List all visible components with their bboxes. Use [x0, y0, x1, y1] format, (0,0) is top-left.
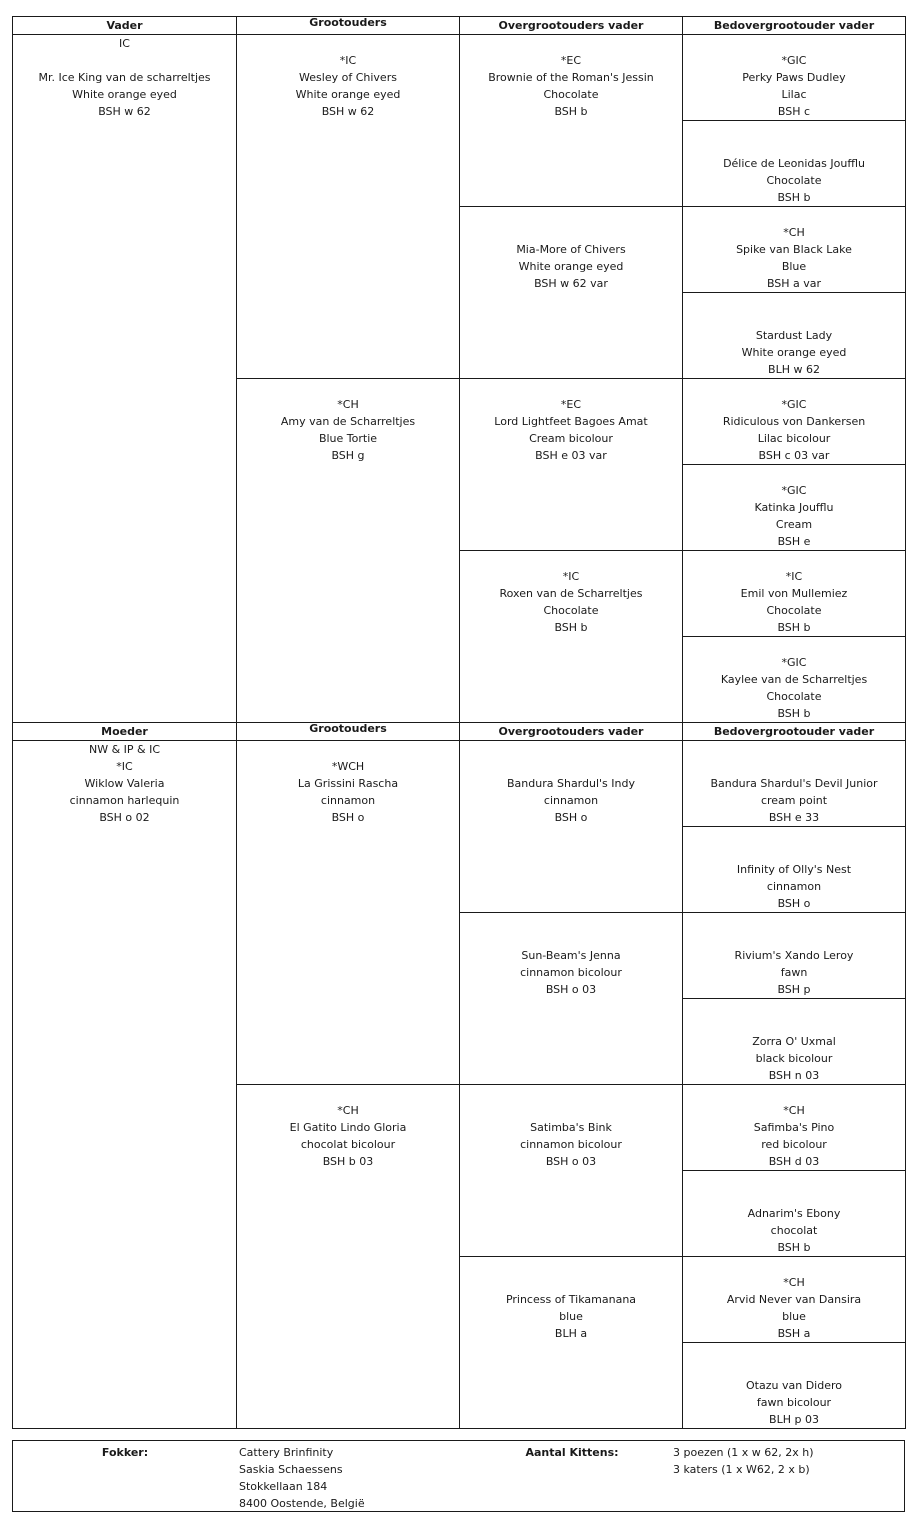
great-grandparent-color: Chocolate [543, 88, 599, 101]
ggp-color: Lilac [781, 88, 807, 101]
grandparent-code: BSH b 03 [322, 1155, 374, 1168]
grandparent-cell [237, 379, 460, 723]
ggp-name: Zorra O' Uxmal [752, 1035, 836, 1048]
ggp-color: Blue [781, 260, 807, 273]
great-grandparent-name: Bandura Shardul's Indy [507, 777, 635, 790]
great-grandparent-code: BLH a [554, 1327, 588, 1340]
ggp-color: cream point [760, 794, 828, 807]
great-great-grandparent-cell [683, 379, 906, 465]
great-great-grandparent-cell [683, 1085, 906, 1171]
great-grandparent-color: cinnamon bicolour [520, 1138, 622, 1151]
breeder-details [239, 1444, 365, 1512]
great-grandparent-cell [460, 551, 683, 723]
ggp-code: BSH n 03 [768, 1069, 820, 1082]
ggp-title: *GIC [781, 656, 807, 669]
great-grandparent-color: cinnamon bicolour [520, 966, 622, 979]
ggp-color: Chocolate [766, 174, 822, 187]
ggp-name: Kaylee van de Scharreltjes [720, 673, 868, 686]
ggp-color: red bicolour [761, 1138, 827, 1151]
spacer-line [13, 52, 236, 69]
ggp-code: BSH o [777, 897, 811, 910]
great-great-grandparent-cell [683, 637, 906, 723]
great-great-grandparent-cell [683, 1343, 906, 1429]
grandparent-code: BSH g [331, 449, 365, 462]
ggp-name: Infinity of Olly's Nest [736, 863, 852, 876]
grandparent-name: El Gatito Lindo Gloria [289, 1121, 407, 1134]
grandparent-color: White orange eyed [295, 88, 401, 101]
ggp-code: BSH b [777, 191, 811, 204]
great-grandparents-header: Overgrootouders vader [460, 723, 683, 741]
great-grandparent-code: BSH e 03 var [535, 449, 607, 462]
ggp-color: blue [782, 1310, 806, 1323]
ggp-code: BSH a [777, 1327, 811, 1340]
kittens-line: 3 poezen (1 x w 62, 2x h) [673, 1446, 814, 1459]
great-grandparent-title: *EC [560, 398, 582, 411]
ggp-color: White orange eyed [741, 346, 847, 359]
ggp-code: BLH p 03 [769, 1413, 819, 1426]
mother-cell [13, 741, 237, 1429]
breeder-info-box [12, 1440, 905, 1512]
ggp-name: Katinka Joufflu [754, 501, 834, 514]
ggp-color: chocolat [770, 1224, 818, 1237]
great-great-grandparents-header: Bedovergrootouder vader [683, 17, 906, 35]
great-great-grandparent-cell [683, 551, 906, 637]
grandparent-code: BSH o [331, 811, 365, 824]
ggp-name: Délice de Leonidas Joufflu [723, 157, 865, 170]
grandparent-cell [237, 35, 460, 379]
great-grandparent-color: White orange eyed [518, 260, 624, 273]
mother-header-row [13, 723, 906, 741]
father-header-row [13, 17, 906, 35]
breeder-line: Cattery Brinfinity [239, 1446, 334, 1459]
mother-header: Moeder [13, 723, 237, 741]
great-great-grandparent-cell [683, 35, 906, 121]
ggp-color: Chocolate [766, 690, 822, 703]
grandparents-header: Grootouders [237, 17, 460, 35]
father-cell [13, 35, 237, 723]
great-grandparent-cell [460, 1085, 683, 1257]
great-great-grandparent-cell [683, 465, 906, 551]
grandparent-cell [237, 741, 460, 1085]
mother-title: *IC [116, 760, 133, 773]
great-grandparent-cell [460, 35, 683, 207]
mother-name: Wiklow Valeria [84, 777, 165, 790]
breeder-label: Fokker: [101, 1446, 149, 1459]
kittens-label: Aantal Kittens: [525, 1446, 619, 1459]
kittens-line: 3 katers (1 x W62, 2 x b) [673, 1463, 810, 1476]
pedigree-row [13, 35, 906, 121]
great-grandparent-name: Lord Lightfeet Bagoes Amat [494, 415, 648, 428]
grandparent-code: BSH w 62 [321, 105, 375, 118]
grandparent-title: *IC [339, 54, 357, 67]
great-great-grandparent-cell [683, 1257, 906, 1343]
ggp-code: BSH b [777, 621, 811, 634]
great-grandparent-cell [460, 207, 683, 379]
ggp-code: BSH b [777, 707, 811, 720]
mother-titles: NW & IP & IC [88, 743, 161, 756]
ggp-name: Bandura Shardul's Devil Junior [710, 777, 878, 790]
grandparent-cell [237, 1085, 460, 1429]
great-grandparent-title: *EC [560, 54, 582, 67]
father-title: IC [119, 37, 130, 50]
great-grandparent-color: cinnamon [543, 794, 599, 807]
great-great-grandparent-cell [683, 913, 906, 999]
ggp-name: Emil von Mullemiez [740, 587, 848, 600]
great-grandparent-cell [460, 913, 683, 1085]
great-grandparent-name: Sun-Beam's Jenna [521, 949, 621, 962]
father-header: Vader [13, 17, 237, 35]
grandparent-color: cinnamon [320, 794, 376, 807]
ggp-name: Adnarim's Ebony [747, 1207, 841, 1220]
grandparent-name: La Grissini Rascha [297, 777, 399, 790]
ggp-title: *GIC [781, 398, 807, 411]
great-grandparent-code: BSH o [554, 811, 588, 824]
ggp-code: BSH b [777, 1241, 811, 1254]
ggp-code: BSH c 03 var [758, 449, 830, 462]
pedigree-table [12, 16, 906, 1429]
ggp-name: Otazu van Didero [746, 1379, 842, 1392]
great-great-grandparent-cell [683, 827, 906, 913]
father-code: BSH w 62 [98, 105, 151, 118]
grandparent-name: Wesley of Chivers [299, 71, 397, 84]
ggp-color: fawn bicolour [756, 1396, 832, 1409]
ggp-title: *IC [785, 570, 803, 583]
ggp-name: Perky Paws Dudley [742, 71, 846, 84]
breeder-line: Saskia Schaessens [239, 1463, 343, 1476]
great-grandparent-code: BSH o 03 [545, 983, 597, 996]
great-grandparent-color: Cream bicolour [529, 432, 613, 445]
ggp-color: Chocolate [766, 604, 822, 617]
pedigree-row [13, 741, 906, 827]
grandparent-title: *CH [337, 1104, 359, 1117]
ggp-code: BSH e [777, 535, 811, 548]
great-grandparent-code: BSH b [554, 621, 588, 634]
great-grandparent-code: BSH o 03 [545, 1155, 597, 1168]
ggp-color: cinnamon [766, 880, 822, 893]
great-grandparent-code: BSH b [554, 105, 588, 118]
great-grandparents-header: Overgrootouders vader [460, 17, 683, 35]
great-great-grandparents-header: Bedovergrootouder vader [683, 723, 906, 741]
great-grandparent-title: *IC [562, 570, 580, 583]
ggp-code: BSH e 33 [768, 811, 820, 824]
great-great-grandparent-cell [683, 207, 906, 293]
breeder-line: 8400 Oostende, België [239, 1497, 365, 1510]
grandparents-header: Grootouders [237, 723, 460, 741]
ggp-code: BLH w 62 [768, 363, 820, 376]
great-grandparent-name: Roxen van de Scharreltjes [499, 587, 643, 600]
ggp-code: BSH p [777, 983, 811, 996]
great-great-grandparent-cell [683, 741, 906, 827]
great-grandparent-name: Princess of Tikamanana [505, 1293, 637, 1306]
kittens-details [673, 1444, 814, 1478]
ggp-color: Cream [775, 518, 813, 531]
grandparent-name: Amy van de Scharreltjes [280, 415, 416, 428]
ggp-code: BSH a var [766, 277, 822, 290]
great-grandparent-name: Mia-More of Chivers [516, 243, 626, 256]
ggp-name: Spike van Black Lake [736, 243, 852, 256]
ggp-title: *CH [783, 1104, 805, 1117]
ggp-code: BSH d 03 [768, 1155, 820, 1168]
great-grandparent-name: Satimba's Bink [530, 1121, 612, 1134]
ggp-name: Safimba's Pino [753, 1121, 835, 1134]
great-great-grandparent-cell [683, 1171, 906, 1257]
grandparent-color: chocolat bicolour [300, 1138, 396, 1151]
ggp-code: BSH c [777, 105, 811, 118]
ggp-color: Lilac bicolour [757, 432, 831, 445]
father-color: White orange eyed [72, 88, 177, 101]
ggp-name: Arvid Never van Dansira [726, 1293, 862, 1306]
great-grandparent-color: Chocolate [543, 604, 599, 617]
great-grandparent-cell [460, 379, 683, 551]
grandparent-color: Blue Tortie [318, 432, 378, 445]
breeder-line: Stokkellaan 184 [239, 1480, 328, 1493]
grandparent-title: *CH [337, 398, 359, 411]
ggp-title: *GIC [781, 484, 807, 497]
great-great-grandparent-cell [683, 293, 906, 379]
ggp-name: Rivium's Xando Leroy [734, 949, 854, 962]
mother-color: cinnamon harlequin [69, 794, 180, 807]
great-great-grandparent-cell [683, 999, 906, 1085]
great-grandparent-color: blue [559, 1310, 583, 1323]
great-grandparent-name: Brownie of the Roman's Jessin [488, 71, 654, 84]
ggp-title: *CH [783, 226, 805, 239]
mother-code: BSH o 02 [99, 811, 150, 824]
great-grandparent-code: BSH w 62 var [534, 277, 608, 290]
grandparent-title: *WCH [331, 760, 365, 773]
great-grandparent-cell [460, 1257, 683, 1429]
great-grandparent-cell [460, 741, 683, 913]
ggp-name: Ridiculous von Dankersen [722, 415, 866, 428]
ggp-name: Stardust Lady [755, 329, 833, 342]
ggp-title: *CH [783, 1276, 805, 1289]
father-name: Mr. Ice King van de scharreltjes [38, 71, 211, 84]
great-great-grandparent-cell [683, 121, 906, 207]
ggp-color: fawn [780, 966, 808, 979]
ggp-title: *GIC [781, 54, 807, 67]
ggp-color: black bicolour [755, 1052, 833, 1065]
